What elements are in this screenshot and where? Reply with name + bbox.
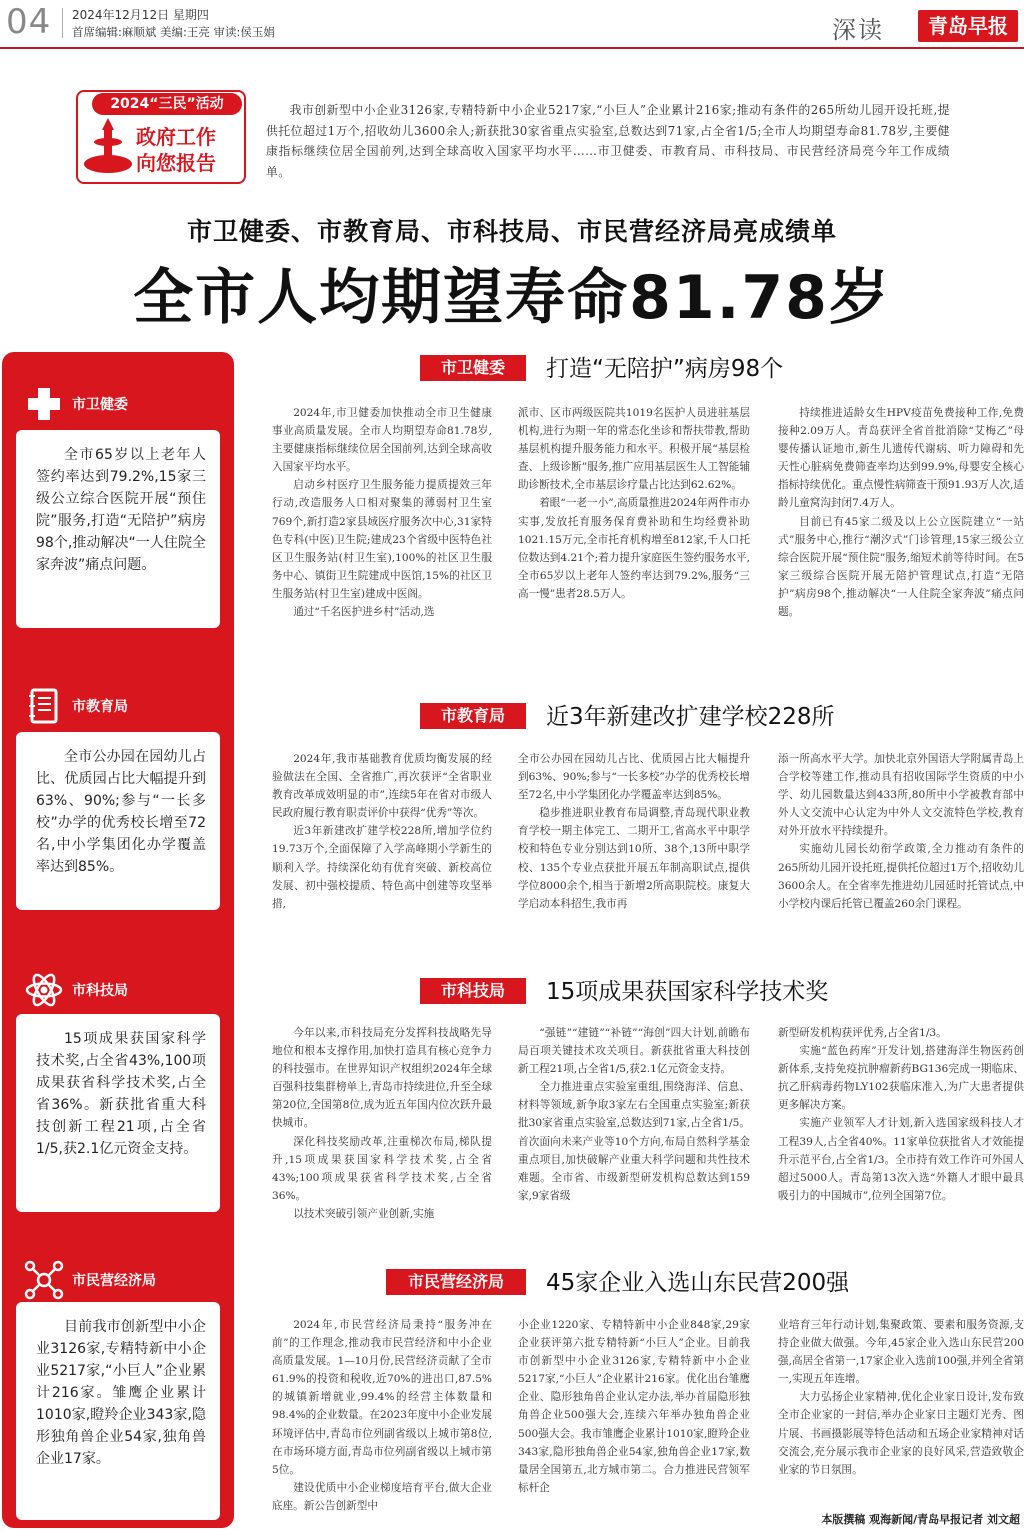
network-icon [24,1260,64,1300]
medical-cross-icon [24,384,64,424]
paragraph: 深化科技奖励改革,注重梯次布局,梯队提升,15项成果获国家科学技术奖,占全省43%;100项成果获省科学技术奖,占全省36%。 [272,1135,492,1202]
article-column [518,1316,750,1528]
section-title: 打造“无陪护”病房98个 [546,356,784,382]
lead-paragraph: 我市创新型中小企业3126家,专精特新中小企业5217家,“小巨人”企业累计216家;推动有条件的265所幼儿园开设托班,提供托位超过1万个,招收幼儿3600余人;新获批30家省重点实验室,总数达到71家,占全省1/5;全市人均期望寿命81.78岁,主要健康指标继续位居全国前列,达到全球高收入国家平均水平……市卫健委、市教育局、市科技局、市民营经济局亮今年工作成绩单。 [266,103,950,179]
headline-kicker: 市卫健委、市教育局、市科技局、市民营经济局亮成绩单 [186,217,837,246]
badge-line-1: 政府工作 [136,125,216,149]
issue-date: 2024年12月12日 星期四 [72,8,209,22]
paragraph: 添一所高水平大学。加快北京外国语大学附属青岛上合学校等建工作,推动具有招收国际学生资质的中小学、幼儿园数量达到433所,80所中小学被教育部中外人文交流中心认定为中外人文交流特色学校,教育对外开放水平持续提升。 [778,753,1024,838]
paragraph: 业培育三年行动计划,集聚政策、要素和服务资源,支持企业做大做强。今年,45家企业入选山东民营200强,高居全省第一,17家企业入选前100强,并列全省第一,实现五年连增。 [778,1319,1024,1386]
newspaper-logo: 青岛早报 [918,10,1018,42]
paragraph: 以技术突破引领产业创新,实施 [293,1207,435,1220]
sidebar-summary-box: 全市公办园在园幼儿占比、优质园占比大幅提升到63%、90%;参与“一长多校”办学的优秀校长增至72名,中小学集团化办学覆盖率达到85%。 [16,732,220,910]
paragraph: 实施产业领军人才计划,新入选国家级科技人才工程39人,占全省40%。11家单位获批省人才效能提升示范平台,占全省1/3。全市持有效工作许可外国人超过5000人。青岛第13次入选“外籍人才眼中最具吸引力的中国城市”,位列全国第7位。 [778,1117,1024,1202]
paragraph: 今年以来,市科技局充分发挥科技战略先导地位和根本支撑作用,加快打造具有核心竞争力的科技强市。在世界知识产权组织2024年全球百强科技集群榜单上,青岛市持续进位,升至全球第20位,全国第8位,成为近五年国内位次跃升最快城市。 [272,1027,492,1130]
article-column [272,1024,492,1240]
tower-icon [82,118,134,176]
sidebar-item-private-economy [24,1260,156,1300]
article-column [518,1024,750,1240]
paragraph: 稳步推进职业教育布局调整,青岛现代职业教育学校一期主体完工、二期开工,省高水平中职学校和特色专业分别达到10所、38个,13所中职学校、135个专业点获批开展五年制高职试点,提供学位8000余个,相当于新增2所高职院校。康复大学启动本科招生,我市再 [518,807,750,910]
paragraph: 实施幼儿园长幼衔学政策,全力推动有条件的265所幼儿园开设托班,提供托位超过1万个,招收幼儿3600余人。在全省率先推进幼儿园延时托管试点,中小学校内课后托管已覆盖260余门课程。 [778,843,1024,910]
sidebar-label: 市民营经济局 [72,1273,156,1289]
paragraph: 实施“蓝色药库”开发计划,搭建海洋生物医药创新体系,支持免疫抗肿瘤新药BG136完成一期临床、抗乙肝病毒药物LY102获临床准入,为广大患者提供更多解决方案。 [778,1045,1024,1112]
section-tag-health: 市卫健委 [420,355,526,381]
article-column [778,1024,1024,1240]
section-tag-education: 市教育局 [420,703,526,729]
paragraph: 近3年新建改扩建学校228所,增加学位约19.73万个,全面保障了入学高峰期小学新生的顺利入学。持续深化幼有优育突破、新校高位发展、初中强校提质、特色高中创建等攻坚举措, [272,825,492,910]
paragraph: 派市、区市两级医院共1019名医护人员进驻基层机构,进行为期一年的常态化坐诊和帮扶带教,帮助基层机构提升服务能力和水平。积极开展“基层检查、上级诊断”服务,推广应用基层医生人工智能辅助诊断技术,全市基层诊疗量占比达到62.62%。 [518,407,750,492]
paragraph: 2024年,市民营经济局秉持“服务冲在前”的工作理念,推动我市民营经济和中小企业高质量发展。1—10月份,民营经济贡献了全市61.9%的投资和税收,近70%的进出口,87.5%的城镇新增就业,99.4%的经营主体数量和98.4%的企业数量。在2023年度中小企业发展环境评估中,青岛市位列副省级以上城市第8位,在市场环境方面,青岛市位列副省级以上城市第5位。 [272,1319,492,1476]
section-title: 近3年新建改扩建学校228所 [546,704,835,730]
headline: 全市人均期望寿命81.78岁 [133,263,891,333]
byline-credit: 本版撰稿 观海新闻/青岛早报记者 刘文超 [821,1513,1020,1526]
book-icon [24,686,64,726]
paragraph: 全力推进重点实验室重组,围绕海洋、信息、材料等领域,新争取3家左右全国重点实验室;新获批30家省重点实验室,总数达到71家,占全省1/5。首次面向未来产业等10个方向,布局自然科学基金重点项目,加快破解产业重大科学问题和共性技术难题。全市省、市级新型研发机构总数达到159家,9家省级 [518,1081,750,1202]
badge-line-2: 向您报告 [136,151,216,175]
summary-sidebar [2,352,234,1528]
article-column [272,1316,492,1528]
paragraph: 建设优质中小企业梯度培育平台,做大企业底座。新公告创新型中 [272,1481,492,1512]
paragraph: “强链”“建链”“补链”“海创”四大计划,前瞻布局百项关键技术攻关项目。新获批省重大科技创新工程21项,占全省1/5,获2.1亿元资金支持。 [518,1027,750,1076]
paragraph: 全市公办园在园幼儿占比、优质园占比大幅提升到63%、90%;参与“一长多校”办学的优秀校长增至72名,中小学集团化办学覆盖率达到85%。 [518,753,750,802]
paragraph: 目前已有45家二级及以上公立医院建立“一站式”服务中心,推行“潮汐式”门诊管理,15家三级公立综合医院开展“预住院”服务,缩短术前等待时间。在5家三级综合医院开展无陪护管理试点,打造“无陪护”病房98个,推动解决“一人住院全家奔波”痛点问题。 [778,515,1024,619]
article-column [272,404,492,672]
article-column [778,404,1024,672]
article-column [778,1316,1024,1510]
section-name: 深读 [832,16,884,44]
section-tag-science: 市科技局 [420,978,526,1004]
paragraph: 通过“千名医护进乡村”活动,选 [293,606,435,619]
article-column [778,750,1024,946]
section-tag-private-economy: 市民营经济局 [386,1269,526,1295]
paragraph: 着眼“一老一小”,高质量推进2024年两件市办实事,发放托育服务保育费补助和生均经费补助1021.15万元,全市托育机构增至812家,千人口托位数达到4.21个;着力提升家庭医生签约服务水平,全市65岁以上老年人签约率达到79.2%,服务“三高一慢”患者28.5万人。 [518,497,750,600]
paragraph: 新型研发机构获评优秀,占全省1/3。 [778,1027,947,1039]
sidebar-item-health [24,384,128,424]
sidebar-label: 市教育局 [72,699,128,715]
editorial-staff: 首席编辑:麻顺斌 美编:王亮 审读:侯玉娟 [72,25,275,39]
paragraph: 持续推进适龄女生HPV疫苗免费接种工作,免费接种2.09万人。青岛获评全省首批消除“艾梅乙”母婴传播认证地市,新生儿遗传代谢病、听力障碍和先天性心脏病免费筛查率均达到99.9%,母婴安全核心指标持续优化。重点慢性病筛查干预91.93万人次,适龄儿童窝沟封闭7.4万人。 [778,407,1024,510]
badge-campaign-label: 2024“三民”活动 [92,93,242,115]
atom-icon [24,970,64,1010]
sidebar-label: 市科技局 [72,983,128,999]
paragraph: 小企业1220家、专精特新中小企业848家,29家企业获评第六批专精特新“小巨人”企业。目前我市创新型中小企业3126家,专精特新中小企业5217家,“小巨人”企业累计216家。优化出台雏鹰企业、隐形独角兽企业认定办法,举办首届隐形独角兽企业500强大会,连续六年举办独角兽企业500强大会。我市雏鹰企业累计1010家,瞪羚企业343家,隐形独角兽企业54家,独角兽企业17家,数量居全国第五,北方城市第二。合力推进民营领军标杆企 [518,1319,750,1494]
sidebar-summary-box: 15项成果获国家科学技术奖,占全省43%,100项成果获省科学技术奖,占全省36%。新获批省重大科技创新工程21项,占全省1/5,获2.1亿元资金支持。 [16,1014,220,1212]
section-title: 15项成果获国家科学技术奖 [546,979,829,1005]
sidebar-label: 市卫健委 [72,397,128,413]
section-title: 45家企业入选山东民营200强 [546,1270,850,1296]
header-separator [62,8,63,38]
sidebar-summary-box: 全市65岁以上老年人签约率达到79.2%,15家三级公立综合医院开展“预住院”服务,打造“无陪护”病房98个,推动解决“一人住院全家奔波”痛点问题。 [16,430,220,628]
article-column [518,404,750,672]
paragraph: 2024年,市卫健委加快推动全市卫生健康事业高质量发展。全市人均期望寿命81.78岁,主要健康指标继续位居全国前列,达到全球高收入国家平均水平。 [272,407,492,474]
sidebar-item-science [24,970,128,1010]
header-rule [0,47,1024,49]
article-column [518,750,750,946]
sidebar-summary-box: 目前我市创新型中小企业3126家,专精特新中小企业5217家,“小巨人”企业累计216家。雏鹰企业累计1010家,瞪羚企业343家,隐形独角兽企业54家,独角兽企业17家。 [16,1302,220,1520]
paragraph: 2024年,我市基础教育优质均衡发展的经验做法在全国、全省推广,再次获评“全省职业教育改革成效明显的市”,连续5年在省对市级人民政府履行教育职责评价中获得“优秀”等次。 [272,753,492,820]
article-column [272,750,492,946]
sidebar-item-education [24,686,128,726]
paragraph: 启动乡村医疗卫生服务能力提质提效三年行动,改造服务人口相对聚集的薄弱村卫生室769个,新打造2家县域医疗服务次中心,31家特色专科(中医)卫生院;建成23个省级中医特色社区卫生服务站(村卫生室),100%的社区卫生服务中心、镇街卫生院建成中医馆,15%的社区卫生服务站(村卫生室)建成中医阁。 [272,479,492,600]
paragraph: 大力弘扬企业家精神,优化企业家日设计,发布致全市企业家的一封信,举办企业家日主题灯光秀、图片展、书画摄影展等特色活动和五场企业家精神对话交流会,充分展示我市企业家的良好风采,营造致敬企业家的节日氛围。 [778,1391,1024,1476]
page-number: 04 [6,2,52,42]
